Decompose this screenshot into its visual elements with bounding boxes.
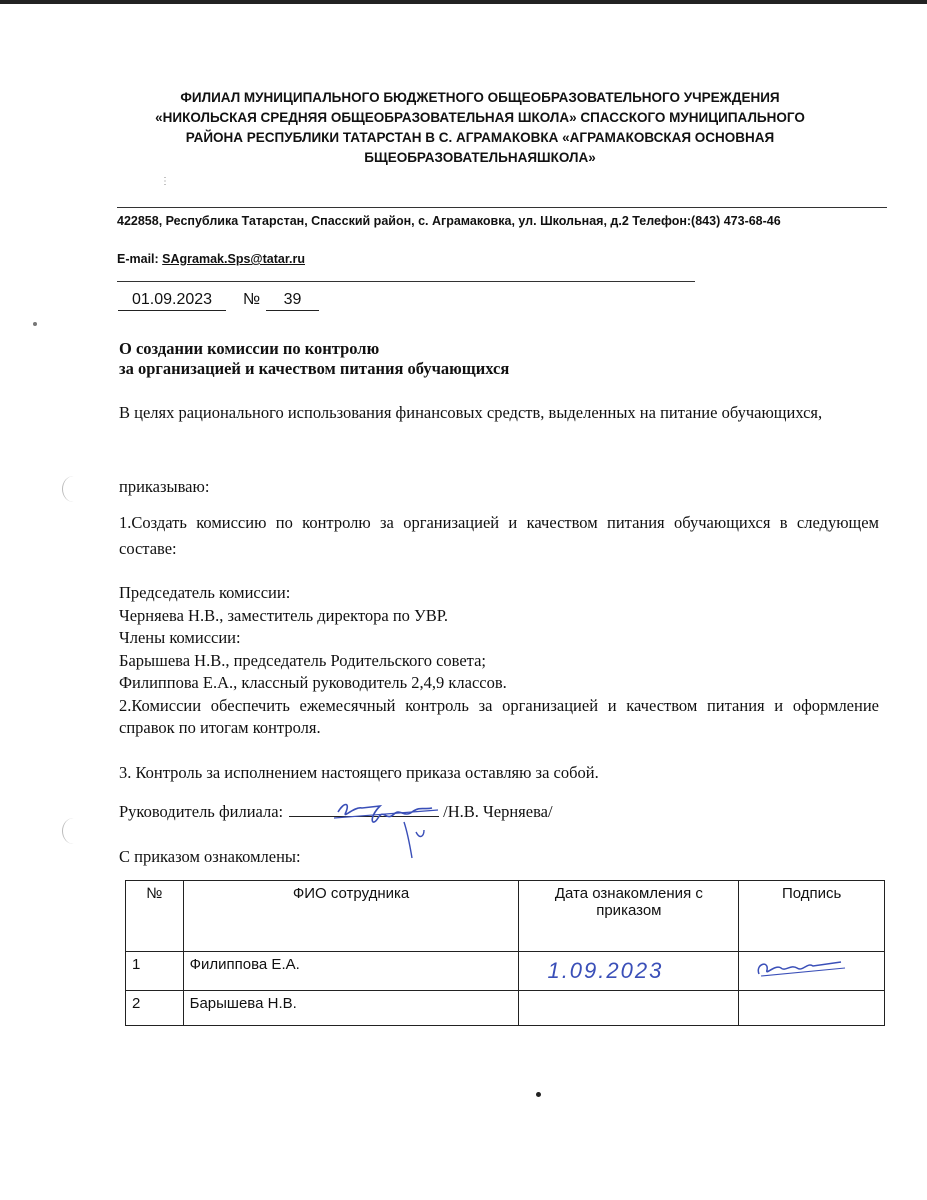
order-number: 39 xyxy=(266,290,319,311)
row-date xyxy=(519,991,739,1026)
row-name: Барышева Н.В. xyxy=(183,991,519,1026)
handwritten-date: 1.09.2023 xyxy=(547,958,664,983)
order-title-line-2: за организацией и качеством питания обучающихся xyxy=(119,359,510,378)
member-1: Барышева Н.В., председатель Родительского совета; xyxy=(119,650,486,670)
preamble-paragraph: В целях рационального использования финансовых средств, выделенных на питание обучающихся, xyxy=(119,403,823,422)
header-date: Дата ознакомления с приказом xyxy=(519,881,739,952)
row-signature xyxy=(739,991,885,1026)
header-signature: Подпись xyxy=(739,881,885,952)
scan-top-edge xyxy=(0,0,927,4)
row-signature xyxy=(739,952,885,991)
header-line-4: БЩЕОБРАЗОВАТЕЛЬНАЯШКОЛА» xyxy=(364,150,596,165)
row-number: 1 xyxy=(126,952,184,991)
clause-2: 2.Комиссии обеспечить ежемесячный контроль за организацией и качеством питания и оформление справок по итогам контроля. xyxy=(119,695,879,737)
row-number: 2 xyxy=(126,991,184,1026)
header-divider xyxy=(117,207,887,208)
scan-smudge: ⋮ xyxy=(160,176,170,187)
acknowledgement-label: С приказом ознакомлены: xyxy=(119,847,301,866)
header-line-3: РАЙОНА РЕСПУБЛИКИ ТАТАРСТАН В С. АГРАМАКОВКА «АГРАМАКОВСКАЯ ОСНОВНАЯ xyxy=(185,130,775,145)
scan-dot xyxy=(33,322,37,326)
header-name: ФИО сотрудника xyxy=(183,881,519,952)
email-link[interactable]: SAgramak.Sps@tatar.ru xyxy=(162,252,305,266)
order-verb: приказываю: xyxy=(119,477,210,496)
chair-label: Председатель комиссии: xyxy=(119,583,291,602)
order-date: 01.09.2023 xyxy=(118,290,226,311)
table-row xyxy=(126,991,885,1026)
row-date xyxy=(519,952,739,991)
members-label: Члены комиссии: xyxy=(119,628,241,647)
table-row xyxy=(126,952,885,991)
email-label: E-mail: xyxy=(117,252,159,266)
organization-header xyxy=(100,88,860,168)
order-title-line-1: О создании комиссии по контролю xyxy=(119,339,380,358)
acknowledgement-table xyxy=(125,880,885,1026)
director-signature-icon xyxy=(320,788,450,868)
header-line-2: «НИКОЛЬСКАЯ СРЕДНЯЯ ОБЩЕОБРАЗОВАТЕЛЬНАЯ ШКОЛА» СПАССКОГО МУНИЦИПАЛЬНОГО xyxy=(155,110,805,125)
header-line-1: ФИЛИАЛ МУНИЦИПАЛЬНОГО БЮДЖЕТНОГО ОБЩЕОБРАЗОВАТЕЛЬНОГО УЧРЕЖДЕНИЯ xyxy=(180,90,780,105)
contacts-divider xyxy=(117,281,695,282)
punch-hole-mark xyxy=(62,476,85,502)
email-line xyxy=(117,252,305,266)
order-title xyxy=(119,339,509,379)
commission-members xyxy=(119,582,879,740)
chair-name: Черняева Н.В., заместитель директора по УВР. xyxy=(119,605,448,625)
address-line: 422858, Республика Татарстан, Спасский район, с. Аграмаковка, ул. Школьная, д.2 Телефон:(843) 473-68-46 xyxy=(117,214,781,228)
header-number: № xyxy=(126,881,184,952)
table-header-row xyxy=(126,881,885,952)
clause-1: 1.Создать комиссию по контролю за организацией и качеством питания обучающихся в следующем составе: xyxy=(119,513,879,558)
handwritten-signature-icon xyxy=(745,956,855,982)
row-name: Филиппова Е.А. xyxy=(183,952,519,991)
member-2: Филиппова Е.А., классный руководитель 2,4,9 классов. xyxy=(119,673,507,692)
clause-3: 3. Контроль за исполнением настоящего приказа оставляю за собой. xyxy=(119,763,599,782)
signatory-name: /Н.В. Черняева/ xyxy=(443,802,553,821)
signature-label: Руководитель филиала: xyxy=(119,802,284,821)
order-number-sign: № xyxy=(243,291,261,308)
scan-dot xyxy=(536,1092,541,1097)
punch-hole-mark xyxy=(62,818,85,844)
